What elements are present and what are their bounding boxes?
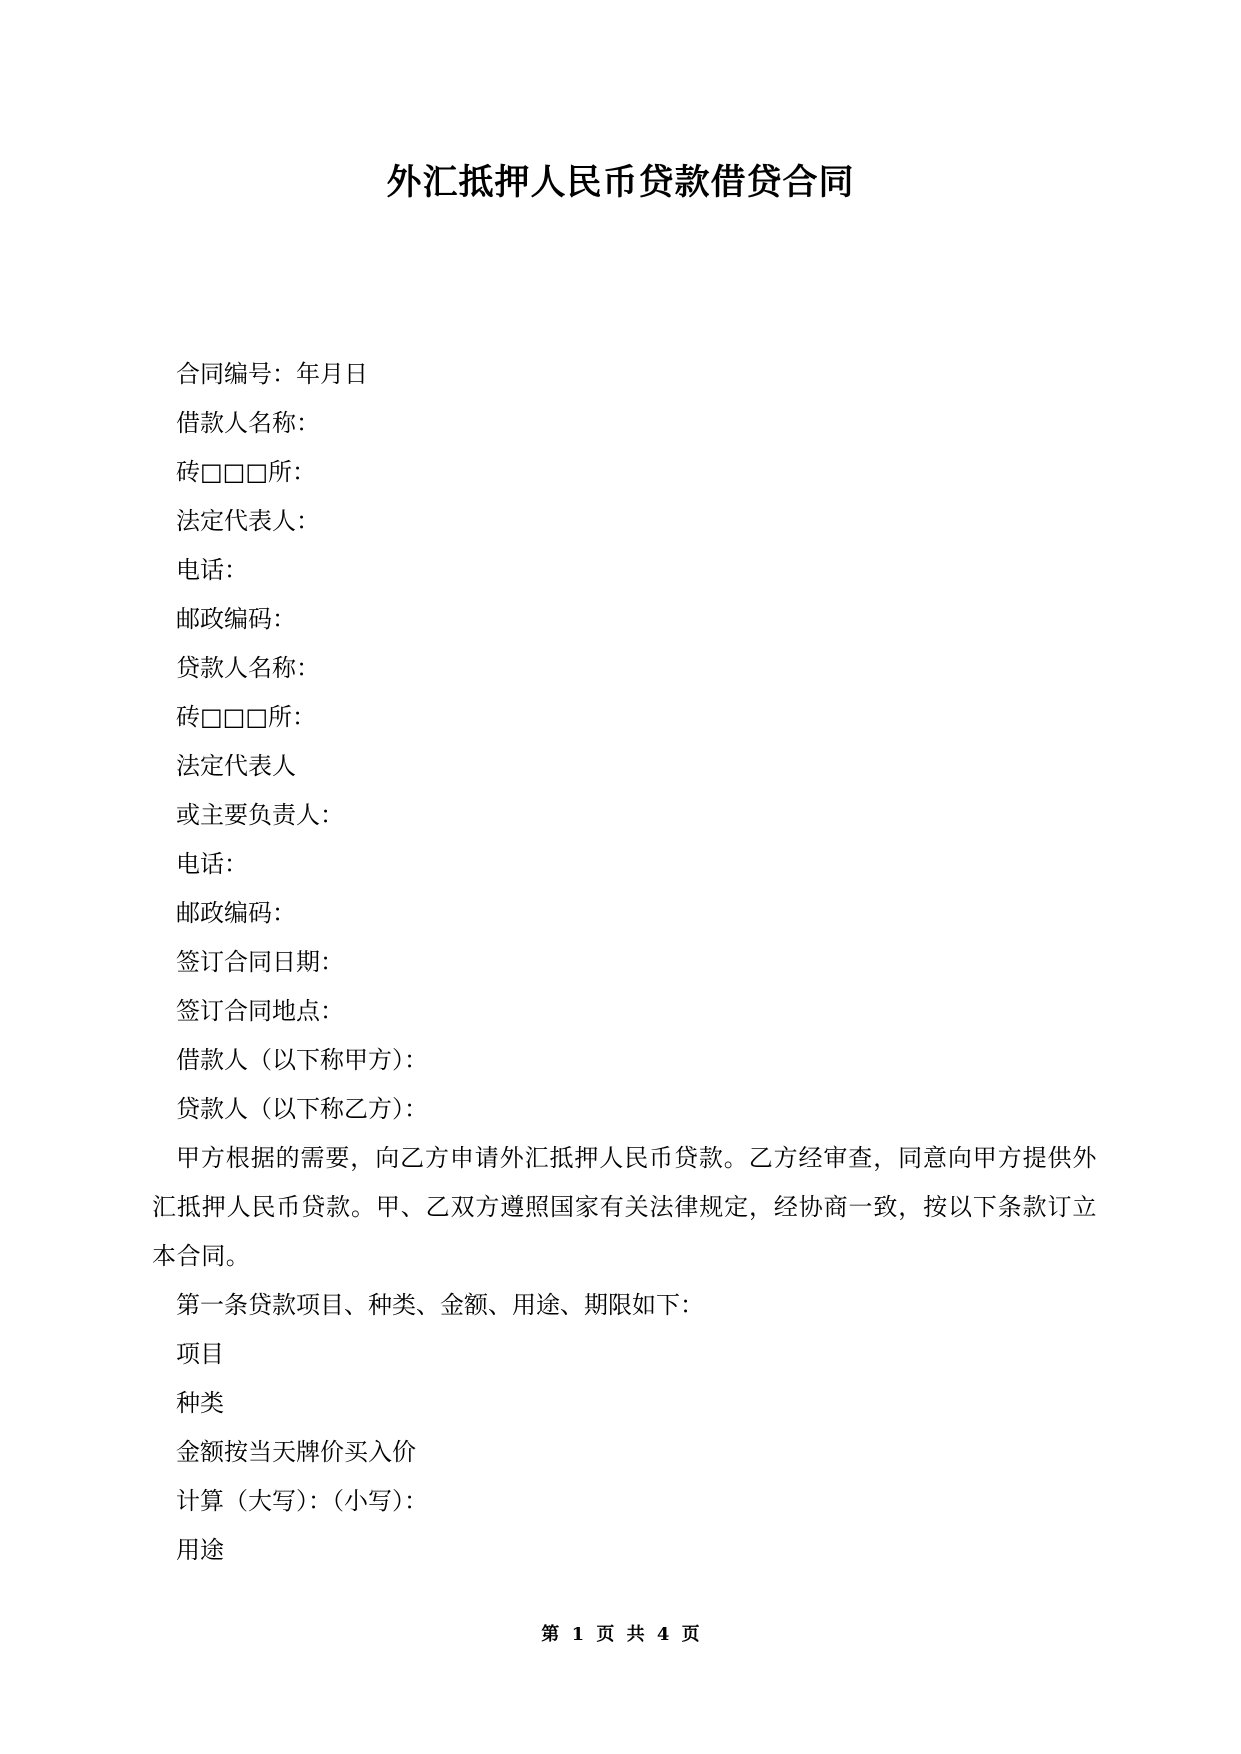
page-number-footer: 第 1 页 共 4 页 [541,1624,700,1645]
amount-line: 金额按当天牌价买入价 [176,1438,416,1466]
item-line: 项目 [176,1340,224,1368]
purpose-line: 用途 [176,1536,224,1564]
clause-one-heading: 第一条贷款项目、种类、金额、用途、期限如下： [176,1291,704,1319]
document-body [152,350,1097,1575]
lender-postcode-line: 邮政编码： [176,899,296,927]
lender-address-line: 砖□□□所： [176,703,317,731]
borrower-name-line: 借款人名称： [176,409,320,437]
party-b-line: 贷款人（以下称乙方）： [176,1095,428,1123]
borrower-phone-line: 电话： [176,556,248,584]
contract-number-line: 合同编号：年月日 [176,360,368,388]
borrower-address-line: 砖□□□所： [176,458,317,486]
party-a-line: 借款人（以下称甲方）： [176,1046,428,1074]
calculation-line: 计算（大写）：（小写）： [176,1487,428,1515]
document-title: 外汇抵押人民币贷款借贷合同 [386,163,855,203]
borrower-legal-rep-line: 法定代表人： [176,507,320,535]
lender-legal-rep-line: 法定代表人 [176,752,296,780]
lender-name-line: 贷款人名称： [176,654,320,682]
preamble-paragraph: 甲方根据的需要，向乙方申请外汇抵押人民币贷款。乙方经审查，同意向甲方提供外汇抵押人民币贷款。甲、乙双方遵照国家有关法律规定，经协商一致，按以下条款订立本合同。 [152,1144,1097,1270]
lender-phone-line: 电话： [176,850,248,878]
signing-place-line: 签订合同地点： [176,997,344,1025]
signing-date-line: 签订合同日期： [176,948,344,976]
borrower-postcode-line: 邮政编码： [176,605,296,633]
type-line: 种类 [176,1389,224,1417]
lender-principal-line: 或主要负责人： [176,801,344,829]
